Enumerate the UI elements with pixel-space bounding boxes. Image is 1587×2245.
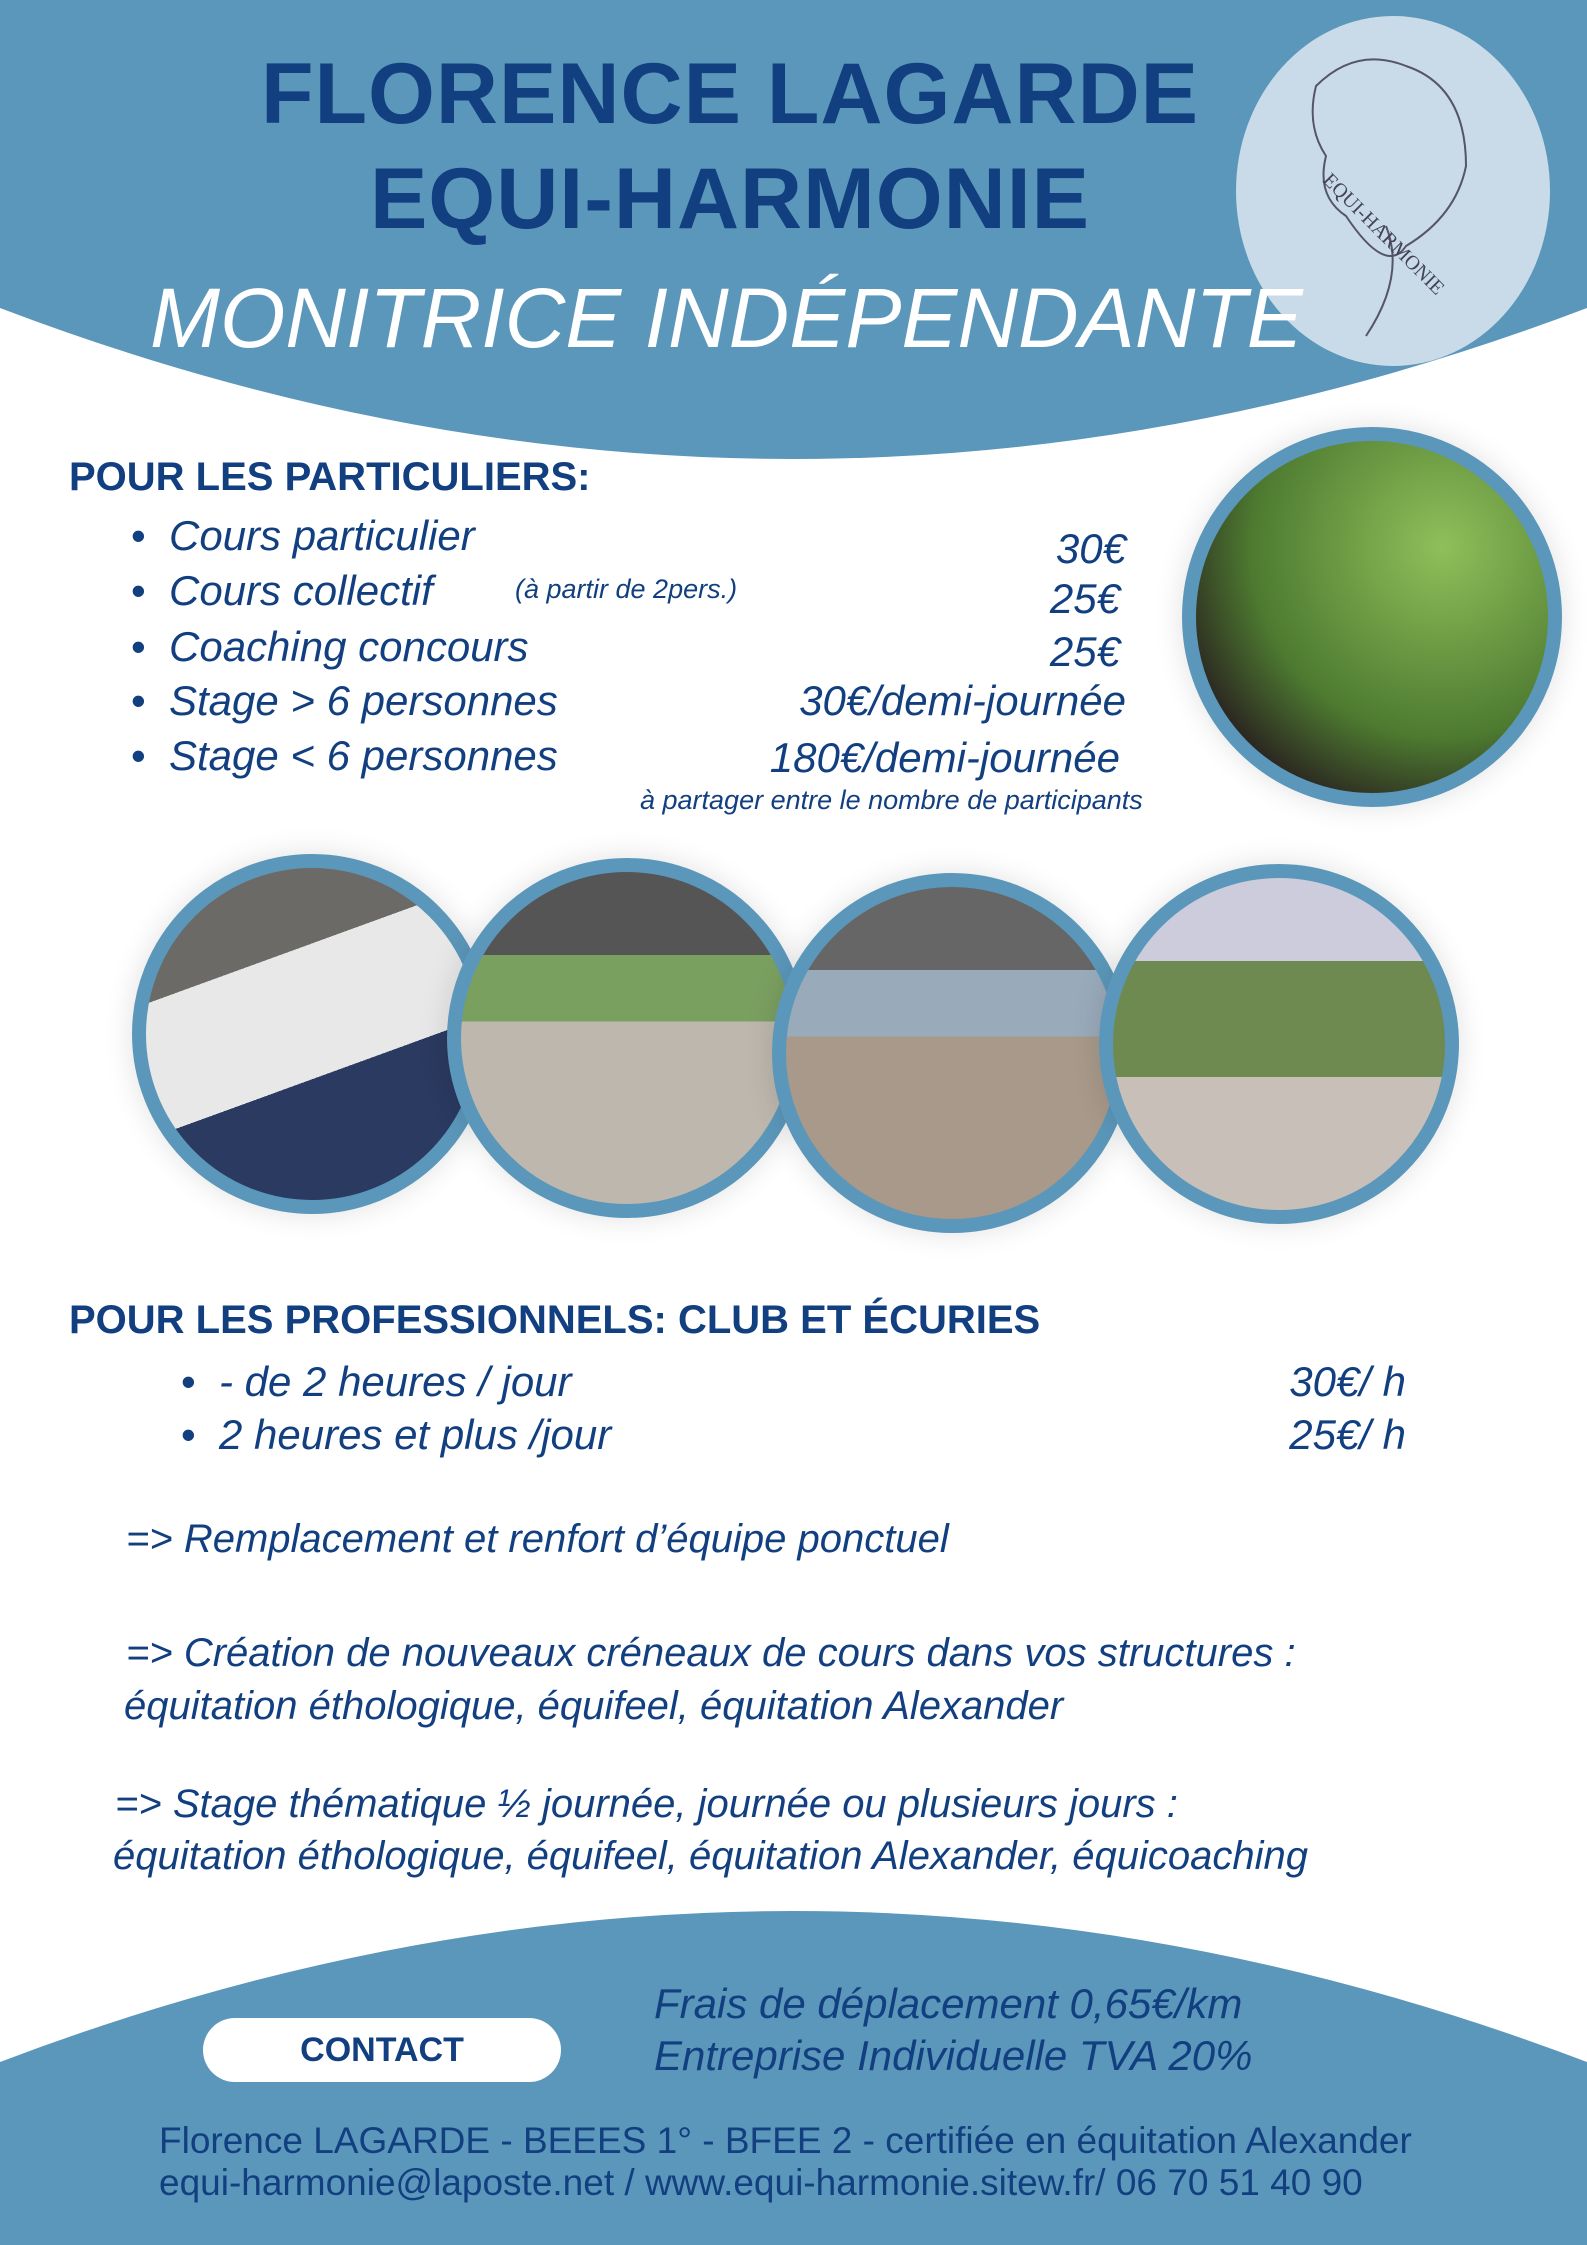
price: 30€/demi-journée	[799, 677, 1126, 724]
price: 25€	[1049, 628, 1120, 675]
photo-lesson-2	[447, 858, 807, 1218]
list-item: • Coaching concours	[169, 623, 529, 671]
service-line: équitation éthologique, équifeel, équitation Alexander	[124, 1684, 1064, 1728]
company-info: Entreprise Individuelle TVA 20%	[654, 2032, 1253, 2079]
list-item-note: (à partir de 2pers.)	[515, 574, 738, 604]
credentials: Florence LAGARDE - BEEES 1° - BFEE 2 - certifiée en équitation Alexander	[159, 2120, 1412, 2161]
list-item: • 2 heures et plus /jour	[219, 1411, 611, 1459]
travel-fees: Frais de déplacement 0,65€/km	[654, 1980, 1243, 2027]
price: 30€	[1055, 525, 1126, 572]
service-line: équitation éthologique, équifeel, équitation Alexander, équicoaching	[113, 1834, 1308, 1878]
list-item: • - de 2 heures / jour	[219, 1358, 572, 1406]
price: 180€/demi-journée	[769, 734, 1120, 781]
logo-text: EQUI-HARMONIE	[1318, 169, 1449, 300]
service-line: => Remplacement et renfort d’équipe ponctuel	[126, 1517, 949, 1561]
price: 25€/ h	[1289, 1411, 1406, 1458]
photo-lesson-4	[1099, 864, 1459, 1224]
list-item: • Stage < 6 personnes	[169, 732, 558, 780]
subtitle: MONITRICE INDÉPENDANTE	[150, 271, 1303, 365]
photo-horse-girl	[1182, 427, 1562, 807]
price: 25€	[1049, 575, 1120, 622]
contact-button[interactable]: CONTACT	[203, 2018, 561, 2082]
photo-lesson-1	[132, 854, 492, 1214]
price: 30€/ h	[1289, 1358, 1406, 1405]
list-item: • Cours particulier	[169, 512, 475, 560]
footnote: à partager entre le nombre de participants	[640, 785, 1143, 815]
service-line: => Stage thématique ½ journée, journée ou plusieurs jours :	[115, 1782, 1178, 1826]
name-title: FLORENCE LAGARDE	[260, 46, 1200, 142]
professionnels-heading: POUR LES PROFESSIONNELS: CLUB ET ÉCURIES	[69, 1298, 1041, 1342]
list-item: • Cours collectif	[169, 567, 433, 615]
list-item: • Stage > 6 personnes	[169, 677, 558, 725]
contact-details: equi-harmonie@laposte.net / www.equi-harmonie.sitew.fr/ 06 70 51 40 90	[159, 2162, 1363, 2203]
brand-title: EQUI-HARMONIE	[369, 151, 1091, 247]
service-line: => Création de nouveaux créneaux de cours dans vos structures :	[126, 1631, 1296, 1675]
particuliers-heading: POUR LES PARTICULIERS:	[69, 455, 591, 499]
photo-lesson-3	[772, 873, 1132, 1233]
